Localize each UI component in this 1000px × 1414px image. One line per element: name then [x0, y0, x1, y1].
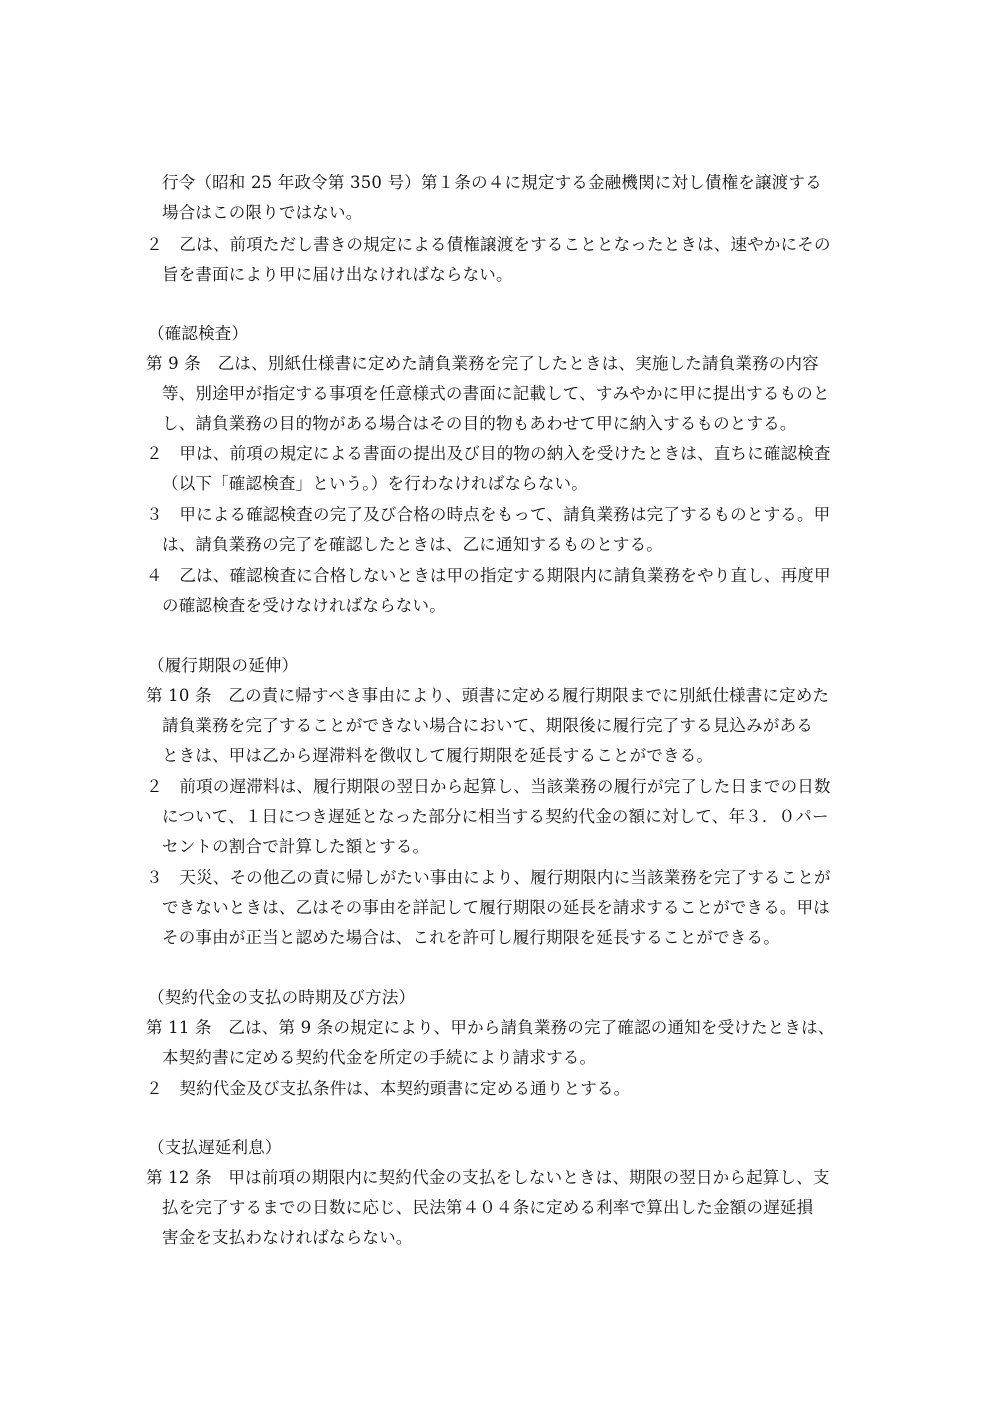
text-line: 本契約書に定める契約代金を所定の手続により請求する。: [162, 1048, 597, 1067]
section-heading: （支払遅延利息）: [148, 1138, 282, 1157]
text-line: セントの割合で計算した額とする。: [162, 837, 430, 856]
text-line: 等、別途甲が指定する事項を任意様式の書面に記載して、すみやかに甲に提出するものと: [162, 384, 830, 403]
text-line: 場合はこの限りではない。: [162, 203, 363, 222]
text-line: の確認検査を受けなければならない。: [162, 596, 446, 615]
text-line: 第 10 条 乙の責に帰すべき事由により、頭書に定める履行期限までに別紙仕様書に定めた: [146, 686, 830, 705]
text-line: ２ 前項の遅滞料は、履行期限の翌日から起算し、当該業務の履行が完了した日までの日数: [146, 777, 831, 796]
text-line: し、請負業務の目的物がある場合はその目的物もあわせて甲に納入するものとする。: [162, 414, 797, 433]
text-line: できないときは、乙はその事由を詳記して履行期限の延長を請求することができる。甲は: [162, 898, 830, 917]
text-line: 請負業務を完了することができない場合において、期限後に履行完了する見込みがある: [162, 716, 813, 735]
text-line: 行令（昭和 25 年政令第 350 号）第１条の４に規定する金融機関に対し債権を譲渡する: [162, 173, 822, 192]
text-line: 払を完了するまでの日数に応じ、民法第４０４条に定める利率で算出した金額の遅延損: [162, 1198, 814, 1217]
text-line: 第 11 条 乙は、第 9 条の規定により、甲から請負業務の完了確認の通知を受けたときは、: [146, 1018, 835, 1037]
section-heading: （履行期限の延伸）: [148, 656, 299, 675]
text-line: その事由が正当と認めた場合は、これを許可し履行期限を延長することができる。: [162, 928, 780, 947]
text-line: について、１日につき遅延となった部分に相当する契約代金の額に対して、年３．０パー: [162, 807, 829, 826]
section-heading: （確認検査）: [148, 324, 249, 343]
text-line: ２ 乙は、前項ただし書きの規定による債権譲渡をすることとなったときは、速やかにその: [146, 235, 831, 254]
text-line: ４ 乙は、確認検査に合格しないときは甲の指定する期限内に請負業務をやり直し、再度甲: [146, 566, 831, 585]
text-line: 第 9 条 乙は、別紙仕様書に定めた請負業務を完了したときは、実施した請負業務の内容: [146, 354, 819, 373]
text-line: 旨を書面により甲に届け出なければならない。: [162, 265, 513, 284]
text-line: 害金を支払わなければならない。: [162, 1228, 413, 1247]
text-line: （以下「確認検査」という。）を行わなければならない。: [162, 474, 588, 493]
text-line: ときは、甲は乙から遅滞料を徴収して履行期限を延長することができる。: [162, 746, 714, 765]
text-line: 第 12 条 甲は前項の期限内に契約代金の支払をしないときは、期限の翌日から起算し、支: [146, 1168, 830, 1187]
text-line: は、請負業務の完了を確認したときは、乙に通知するものとする。: [162, 535, 663, 554]
text-line: ２ 契約代金及び支払条件は、本契約頭書に定める通りとする。: [146, 1079, 631, 1098]
text-line: ３ 天災、その他乙の責に帰しがたい事由により、履行期限内に当該業務を完了することが: [146, 868, 831, 887]
text-line: ２ 甲は、前項の規定による書面の提出及び目的物の納入を受けたときは、直ちに確認検査: [146, 444, 831, 463]
text-line: ３ 甲による確認検査の完了及び合格の時点をもって、請負業務は完了するものとする。甲: [146, 505, 831, 524]
section-heading: （契約代金の支払の時期及び方法）: [148, 988, 416, 1007]
